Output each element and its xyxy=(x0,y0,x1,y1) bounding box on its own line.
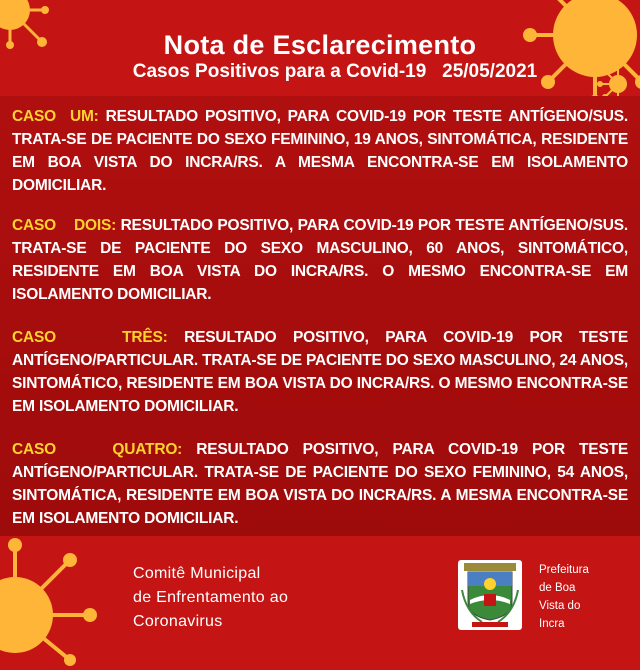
case-text: RESULTADO POSITIVO, PARA COVID-19 POR TESTE ANTÍGENO/PARTICULAR. TRATA-SE DE PACIENTE DO SEXO FEMININO, 54 ANOS, SINTOMÁTICA, RESIDENTE EM BOA VISTA DO INCRA/RS. A MESMA ENCONTRA-SE EM ISOLAMENTO DOMICILIAR. xyxy=(12,441,628,527)
committee-line: Comitê Municipal xyxy=(133,565,261,582)
committee-line: de Enfrentamento ao xyxy=(133,589,289,606)
prefeitura-line: Prefeitura xyxy=(539,564,589,576)
case-dois xyxy=(12,214,628,306)
case-text: RESULTADO POSITIVO, PARA COVID-19 POR TESTE ANTÍGENO/PARTICULAR. TRATA-SE DE PACIENTE DO SEXO MASCULINO, 24 ANOS, SINTOMÁTICO, RESIDENTE EM BOA VISTA DO INCRA/RS. O MESMO ENCONTRA-SE EM ISOLAMENTO DOMICILIAR. xyxy=(12,329,628,415)
committee-line: Coronavirus xyxy=(133,613,223,630)
coat-of-arms-icon xyxy=(458,560,522,630)
prefeitura-line: Vista do xyxy=(539,600,581,612)
page-title: Nota de Esclarecimento xyxy=(163,30,477,60)
header xyxy=(0,30,640,84)
prefeitura-text xyxy=(539,561,589,633)
prefeitura-line: de Boa xyxy=(539,582,576,594)
case-tres xyxy=(12,326,628,418)
virus-icon-bottom-left xyxy=(0,530,120,670)
case-label: CASO UM: xyxy=(12,108,99,125)
case-label: CASO QUATRO: xyxy=(12,441,183,458)
case-text: RESULTADO POSITIVO, PARA COVID-19 POR TESTE ANTÍGENO/SUS. TRATA-SE DE PACIENTE DO SEXO MASCULINO, 60 ANOS, SINTOMÁTICO, RESIDENTE EM BOA VISTA DO INCRA/RS. O MESMO ENCONTRA-SE EM ISOLAMENTO DOMICILIAR. xyxy=(12,217,628,303)
committee-text xyxy=(133,562,288,634)
page-subtitle: Casos Positivos para a Covid-19 25/05/2021 xyxy=(132,61,538,82)
case-label: CASO TRÊS: xyxy=(12,329,168,346)
case-um xyxy=(12,105,628,197)
municipal-coat-of-arms xyxy=(458,560,522,630)
case-quatro xyxy=(12,438,628,530)
case-text: RESULTADO POSITIVO, PARA COVID-19 POR TESTE ANTÍGENO/SUS. TRATA-SE DE PACIENTE DO SEXO FEMININO, 19 ANOS, SINTOMÁTICA, RESIDENTE EM BOA VISTA DO INCRA/RS. A MESMA ENCONTRA-SE EM ISOLAMENTO DOMICILIAR. xyxy=(12,108,628,194)
case-label: CASO DOIS: xyxy=(12,217,117,234)
prefeitura-line: Incra xyxy=(539,618,565,630)
